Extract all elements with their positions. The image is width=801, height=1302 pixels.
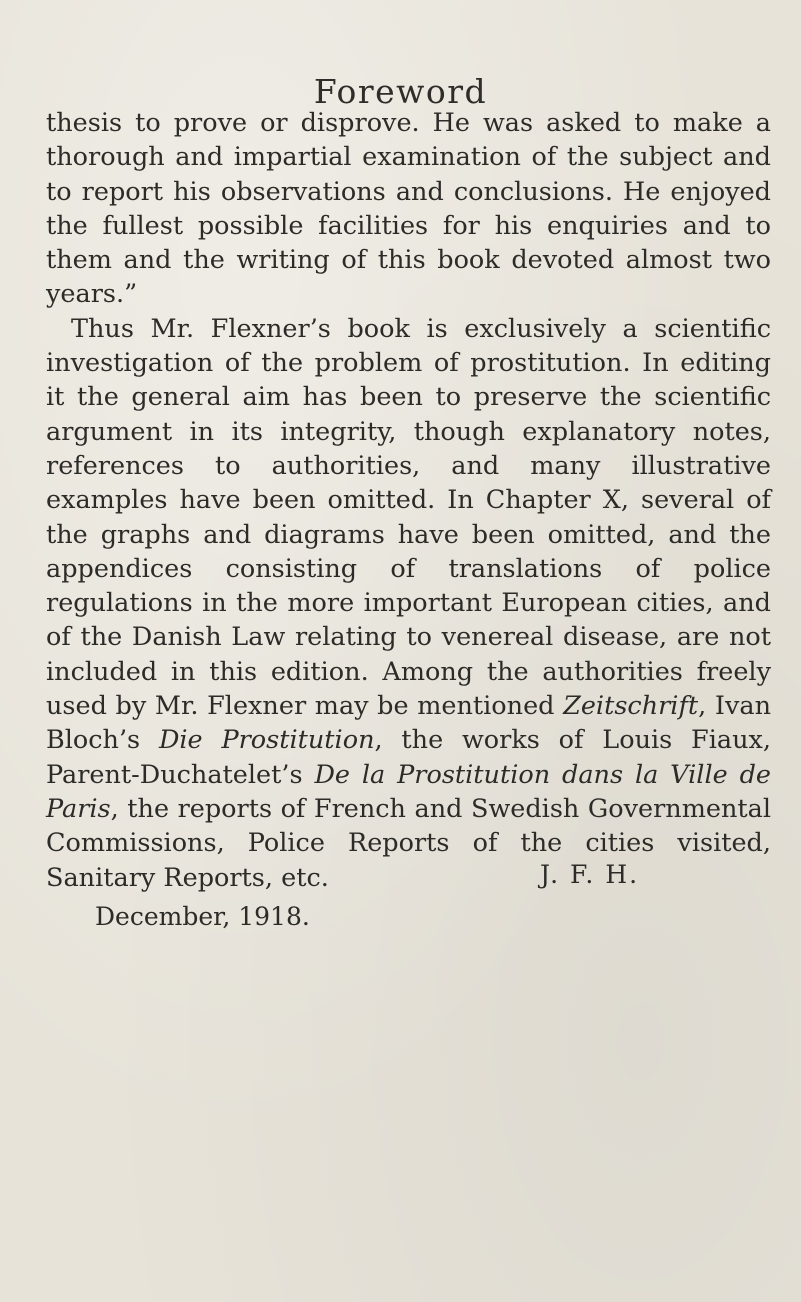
- citation-title-die-prostitution: Die Prostitution: [158, 725, 375, 756]
- citation-title-de-la-prostitution: De la Prostitution dans la Ville de Paris: [46, 759, 772, 824]
- citation-text-3: , the reports of French and Swedish Governmental Commissions, Police Reports of the cities visited, Sanitary Reports, etc.: [46, 793, 771, 893]
- running-head: Foreword: [313, 72, 488, 111]
- citation-text-2: , the works of Louis Fiaux, Parent-Duchatelet’s: [46, 725, 771, 790]
- paragraph-1: thesis to prove or disprove. He was asked to make a thorough and impartial examination of the subject and to report his observations and conclusions. He enjoyed the fullest possible facilities for his enquiries and to them and the writing of this book devoted almost two years.”: [46, 108, 771, 310]
- dateline: December, 1918.: [95, 902, 310, 931]
- citation-text-1: , Ivan Bloch’s: [46, 691, 771, 756]
- signature: J. F. H.: [540, 860, 640, 889]
- paragraph-2-text: Thus Mr. Flexner’s book is exclusively a scientific investigation of the problem of prostitution. In editing it the general aim has been to preserve the scientific argument in its integrity, though explanatory notes, references to authorities, and many illustrative examples have been omitted. In Chapter X, several of the graphs and diagrams have been omitted, and the appendices consisting of translations of police regulations in the more important European cities, and of the Danish Law relating to venereal disease, are not included in this edition. Among the authorities freely used by Mr. Flexner may be mentioned: [46, 313, 771, 722]
- citation-title-zeitschrift: Zeitschrift: [563, 691, 699, 722]
- paragraph-2: [46, 312, 771, 895]
- body-text: [46, 106, 771, 895]
